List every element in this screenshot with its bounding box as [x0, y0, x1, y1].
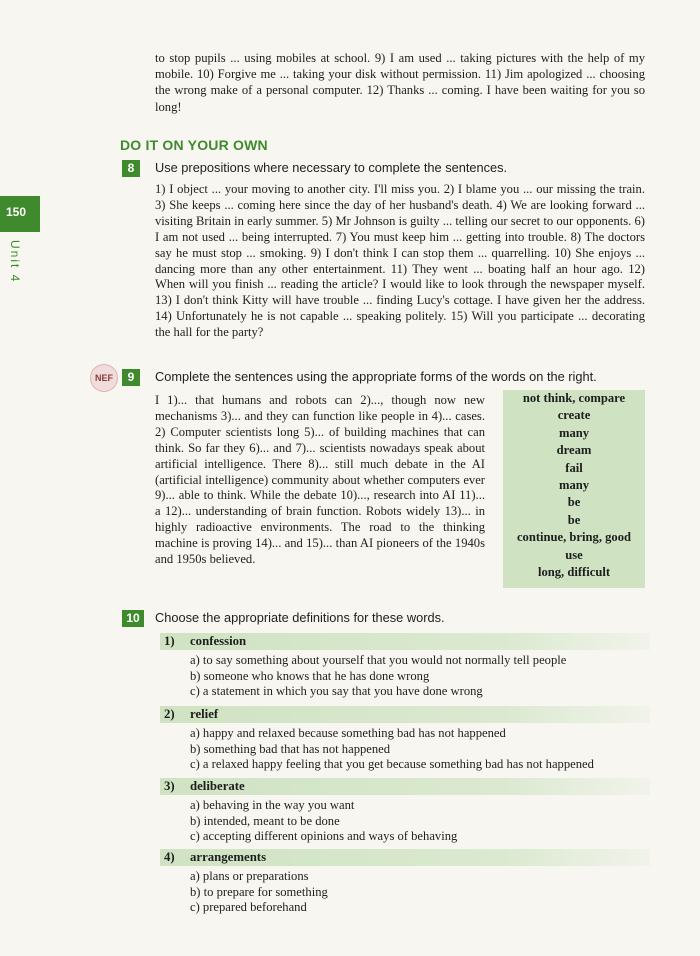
definition-option: a) happy and relaxed because something bad has not happened: [190, 726, 506, 740]
word-item: use: [565, 547, 583, 562]
definition-heading: [160, 706, 650, 723]
intro-continuation: to stop pupils ... using mobiles at school. 9) I am used ... taking pictures with the help of my mobile. 10) Forgive me ... taking your disk without permission. 11) Jim apologized ... choosing the wrong make of a personal computer. 12) Thanks ... coming. I have been waiting for you so long!: [155, 51, 645, 114]
word-item: continue, bring, good: [516, 530, 632, 545]
nef-badge: NEF: [90, 364, 118, 392]
definition-word: deliberate: [190, 779, 245, 793]
word-item: be: [567, 495, 581, 510]
exercise-9-text: I 1)... that humans and robots can 2)..., though now new mechanisms 3)... and they can function like people in 4)... cases. 2) Computer scientists long 5)... of building machines that can think. So far they 6)... and 7)... scientists nowadays speak about artificial intelligence. There 8)... still much debate in the AI (artificial intelligence) community about whether computers ever 9)... able to think. While the debate 10)..., research into AI 11)... a 12)... understanding of brain function. Robots widely 13)... in highly radioactive environments. The road to the thinking machine is proving 14)... and 15)... than AI pioneers of the 1940s and 1950s believed.: [155, 393, 485, 567]
exercise-8-instruction: Use prepositions where necessary to complete the sentences.: [155, 160, 508, 175]
word-item: be: [567, 512, 581, 527]
definition-option: b) someone who knows that he has done wrong: [190, 668, 430, 683]
definition-option: a) plans or preparations: [190, 869, 309, 883]
definition-option: a) to say something about yourself that you would not normally tell people: [190, 653, 567, 667]
definition-word: relief: [190, 707, 219, 721]
exercise-8-number: 8: [122, 160, 140, 177]
word-item: fail: [565, 460, 583, 475]
definition-word: arrangements: [190, 850, 267, 864]
definition-option: c) accepting different opinions and ways of behaving: [190, 829, 458, 844]
definition-heading: [160, 633, 650, 650]
word-item: many: [558, 477, 590, 492]
exercise-10-number: 10: [122, 610, 144, 627]
exercise-9-number: 9: [122, 369, 140, 386]
exercise-9-instruction: Complete the sentences using the appropriate forms of the words on the right.: [155, 369, 597, 384]
word-item: not think, compare: [522, 391, 626, 405]
exercise-10-instruction: Choose the appropriate definitions for these words.: [155, 610, 445, 625]
item-number: 4): [164, 850, 175, 864]
word-item: long, difficult: [537, 564, 611, 579]
definition-item-3: [160, 778, 650, 845]
definition-option: c) a statement in which you say that you have done wrong: [190, 684, 483, 699]
unit-label: Unit 4: [8, 240, 22, 284]
definition-option: a) behaving in the way you want: [190, 798, 355, 812]
definition-word: confession: [190, 634, 247, 648]
definition-item-2: [160, 706, 650, 773]
item-number: 2): [164, 707, 175, 721]
page-number: 150: [6, 205, 27, 219]
definition-heading: [160, 778, 650, 795]
definition-option: b) something bad that has not happened: [190, 741, 391, 756]
word-item: create: [557, 408, 591, 423]
section-title: DO IT ON YOUR OWN: [120, 137, 268, 153]
definition-option: c) prepared beforehand: [190, 900, 307, 915]
item-number: 3): [164, 779, 175, 793]
definition-option: c) a relaxed happy feeling that you get because something bad has not happened: [190, 757, 594, 772]
definition-heading: [160, 849, 650, 866]
definition-option: b) intended, meant to be done: [190, 813, 340, 828]
word-item: many: [558, 425, 590, 440]
exercise-8-text: 1) I object ... your moving to another city. I'll miss you. 2) I blame you ... our missing the train. 3) She keeps ... coming here since the day of her husband's death. 4) We are looking forward ... visiting Britain in early summer. 5) Mr Johnson is guilty ... telling our secret to our opponents. 6) I am not used ... being interrupted. 7) You must keep him ... getting into trouble. 8) The doctors say he must stop ... smoking. 9) I don't think I can stop them ... quarrelling. 10) She enjoys ... dancing more than any other entertainment. 11) They went ... boating half an hour ago. 12) When will you finish ... reading the article? I would like to look through the newspaper myself. 13) I don't think Kitty will have trouble ... finding Lucy's cottage. I have given her the address. 14) Unfortunately he is not capable ... speaking politely. 15) Will you participate ... decorating the hall for the party?: [155, 182, 645, 340]
definition-item-1: [160, 633, 650, 700]
definition-option: b) to prepare for something: [190, 884, 328, 899]
definition-item-4: [160, 849, 650, 916]
item-number: 1): [164, 634, 175, 648]
word-item: dream: [556, 443, 592, 458]
word-list: [503, 390, 645, 581]
